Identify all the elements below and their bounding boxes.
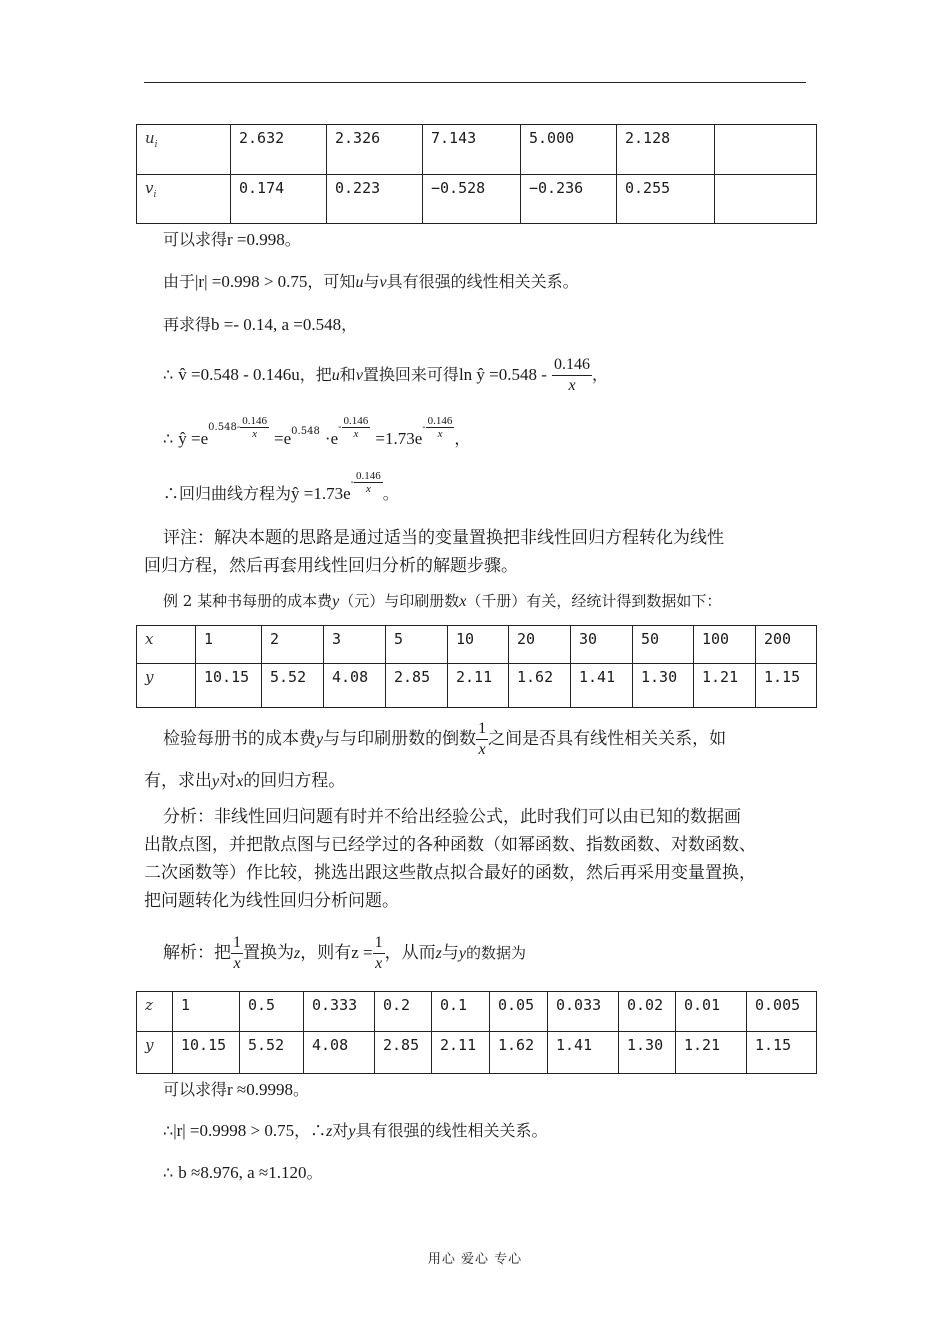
- table-cell: 2.632: [231, 125, 327, 175]
- table-cell: 1.30: [619, 1032, 676, 1074]
- table-cell: 1.41: [548, 1032, 619, 1074]
- table-row-u: [137, 125, 817, 175]
- table-cell: 0.005: [747, 992, 817, 1032]
- table-cell: 30: [571, 626, 633, 664]
- r-compare-line: 由于|r| =0.998 > 0.75，可知u与v具有很强的线性相关关系。: [163, 272, 579, 291]
- table-cell: 10.15: [173, 1032, 240, 1074]
- table-cell: 1.41: [571, 664, 633, 708]
- row-label-y: y: [137, 664, 196, 708]
- table-cell: 5.52: [240, 1032, 304, 1074]
- table-cell: 0.1: [432, 992, 490, 1032]
- row-label-z: z: [137, 992, 173, 1032]
- table-row-y: [137, 1032, 817, 1074]
- page-footer: 用心 爱心 专心: [427, 1252, 523, 1267]
- question-line-1: 检验每册书的成本费y与与印刷册数的倒数 $\frac{1}{x}$ 之间是否具有线性相关关系，如: [163, 720, 727, 758]
- table-cell: 20: [509, 626, 571, 664]
- coefficients-2-line: ∴ b ≈8.976, a ≈1.120。: [163, 1163, 323, 1182]
- r-result-line: 可以求得r =0.998。: [163, 230, 301, 249]
- coefficients-line: 再求得b =- 0.14, a =0.548，: [163, 315, 358, 334]
- table-cell: 0.223: [327, 175, 423, 224]
- table-cell: 0.255: [617, 175, 715, 224]
- table-uv: [136, 124, 817, 224]
- table-cell: 1.21: [694, 664, 756, 708]
- row-label-u: $u_i$: [137, 125, 231, 175]
- table-cell: 10: [448, 626, 509, 664]
- table-cell: 2.85: [386, 664, 448, 708]
- row-label-x: x: [137, 626, 196, 664]
- table-cell: 1: [196, 626, 262, 664]
- table-cell: 0.05: [490, 992, 548, 1032]
- table-cell: 4.08: [324, 664, 386, 708]
- table-cell: 7.143: [423, 125, 521, 175]
- table-cell: 2.326: [327, 125, 423, 175]
- analysis-line-2: 出散点图，并把散点图与已经学过的各种函数（如幂函数、指数函数、对数函数、: [144, 835, 756, 855]
- solution-line: 解析：把 $\frac{1}{x}$ 置换为z，则有z = $\frac{1}{x}$ ，从而z与y的数据为: [163, 934, 526, 972]
- table-cell: 10.15: [196, 664, 262, 708]
- table-cell: 50: [633, 626, 694, 664]
- table-cell: 1.30: [633, 664, 694, 708]
- table-cell: 1: [173, 992, 240, 1032]
- table-cell: −0.528: [423, 175, 521, 224]
- table-cell: 0.02: [619, 992, 676, 1032]
- table-cell: 1.15: [747, 1032, 817, 1074]
- table-row-z: [137, 992, 817, 1032]
- r-compare-2-line: ∴|r| =0.9998 > 0.75，∴z对y具有很强的线性相关关系。: [163, 1121, 548, 1140]
- table-cell: 1.15: [756, 664, 817, 708]
- exponent-line: ∴ ŷ $=e^{0.548- \frac{0.146}{x}}$ $=e^{0.548} \cdot e^{- \frac{0.146}{x}}$ $=1.73e^{- \frac{0.146}{x}}$ ，: [163, 415, 471, 448]
- header-rule: [144, 82, 806, 83]
- row-label-v: $v_i$: [137, 175, 231, 224]
- comment-line-2: 回归方程，然后再套用线性回归分析的解题步骤。: [144, 556, 518, 576]
- table-cell: 0.2: [375, 992, 432, 1032]
- analysis-line-4: 把问题转化为线性回归分析问题。: [144, 891, 399, 911]
- table-cell: 100: [694, 626, 756, 664]
- table-cell: 1.62: [490, 1032, 548, 1074]
- comment-line-1: 评注：解决本题的思路是通过适当的变量置换把非线性回归方程转化为线性: [163, 528, 724, 548]
- table-cell: 2.11: [432, 1032, 490, 1074]
- table-cell: 2.85: [375, 1032, 432, 1074]
- table-row-y: [137, 664, 817, 708]
- table-xy: [136, 625, 817, 708]
- table-cell: −0.236: [521, 175, 617, 224]
- example-2-title: 例 2 某种书每册的成本费y（元）与印刷册数x（千册）有关，经统计得到数据如下：: [163, 592, 722, 610]
- table-zy: [136, 991, 817, 1074]
- table-row-v: [137, 175, 817, 224]
- table-cell: [715, 175, 817, 224]
- table-cell: 5: [386, 626, 448, 664]
- table-cell: 3: [324, 626, 386, 664]
- row-label-y: y: [137, 1032, 173, 1074]
- table-cell: 0.5: [240, 992, 304, 1032]
- substitution-line: ∴ v̂ =0.548 - 0.146u，把u和v置换回来可得ln ŷ =0.548 - $\frac{0.146}{x}$ ，: [163, 356, 609, 394]
- regression-curve-line: ∴回归曲线方程为ŷ $=1.73e^{- \frac{0.146}{x}}$ 。: [163, 470, 399, 503]
- question-line-2: 有，求出y对x的回归方程。: [144, 771, 346, 791]
- fraction: $\frac{0.146}{x}$: [554, 356, 591, 394]
- table-cell: 5.52: [262, 664, 324, 708]
- table-cell: 0.033: [548, 992, 619, 1032]
- table-cell: 0.333: [304, 992, 375, 1032]
- table-cell: 2: [262, 626, 324, 664]
- r-result-2-line: 可以求得r ≈0.9998。: [163, 1080, 310, 1099]
- table-cell: 2.128: [617, 125, 715, 175]
- analysis-line-3: 二次函数等）作比较，挑选出跟这些散点拟合最好的函数，然后再采用变量置换，: [144, 863, 756, 883]
- table-cell: 1.21: [676, 1032, 747, 1074]
- table-cell: 200: [756, 626, 817, 664]
- table-cell: [715, 125, 817, 175]
- table-row-x: [137, 626, 817, 664]
- table-cell: 2.11: [448, 664, 509, 708]
- table-cell: 0.01: [676, 992, 747, 1032]
- table-cell: 4.08: [304, 1032, 375, 1074]
- analysis-line-1: 分析：非线性回归问题有时并不给出经验公式，此时我们可以由已知的数据画: [163, 807, 741, 827]
- table-cell: 5.000: [521, 125, 617, 175]
- table-cell: 1.62: [509, 664, 571, 708]
- table-cell: 0.174: [231, 175, 327, 224]
